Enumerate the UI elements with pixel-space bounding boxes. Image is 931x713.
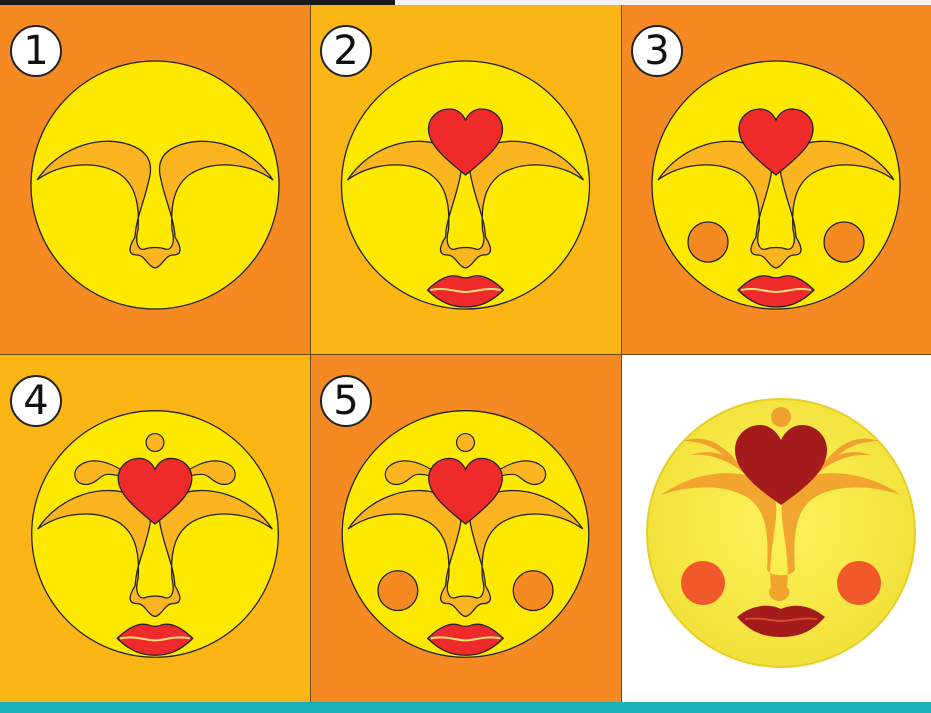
step-panel-3 xyxy=(621,5,931,354)
step-number-badge: 2 xyxy=(320,25,372,77)
grid-divider-vertical-1 xyxy=(310,5,311,702)
step-panel-1 xyxy=(0,5,310,354)
step-number-badge: 1 xyxy=(10,25,62,77)
footer-teal-band xyxy=(0,702,931,713)
finished-felt-photo-panel xyxy=(621,355,931,702)
grid-divider-vertical-2 xyxy=(621,5,622,702)
step-number-badge: 4 xyxy=(10,375,62,427)
step-panel-4 xyxy=(0,355,310,702)
felt-sun-face-photo xyxy=(621,355,931,702)
grid-divider-horizontal xyxy=(0,354,931,355)
step-number-badge: 3 xyxy=(631,25,683,77)
step-panel-2 xyxy=(310,5,621,354)
step-number-badge: 5 xyxy=(320,375,372,427)
step-panel-5 xyxy=(310,355,621,702)
